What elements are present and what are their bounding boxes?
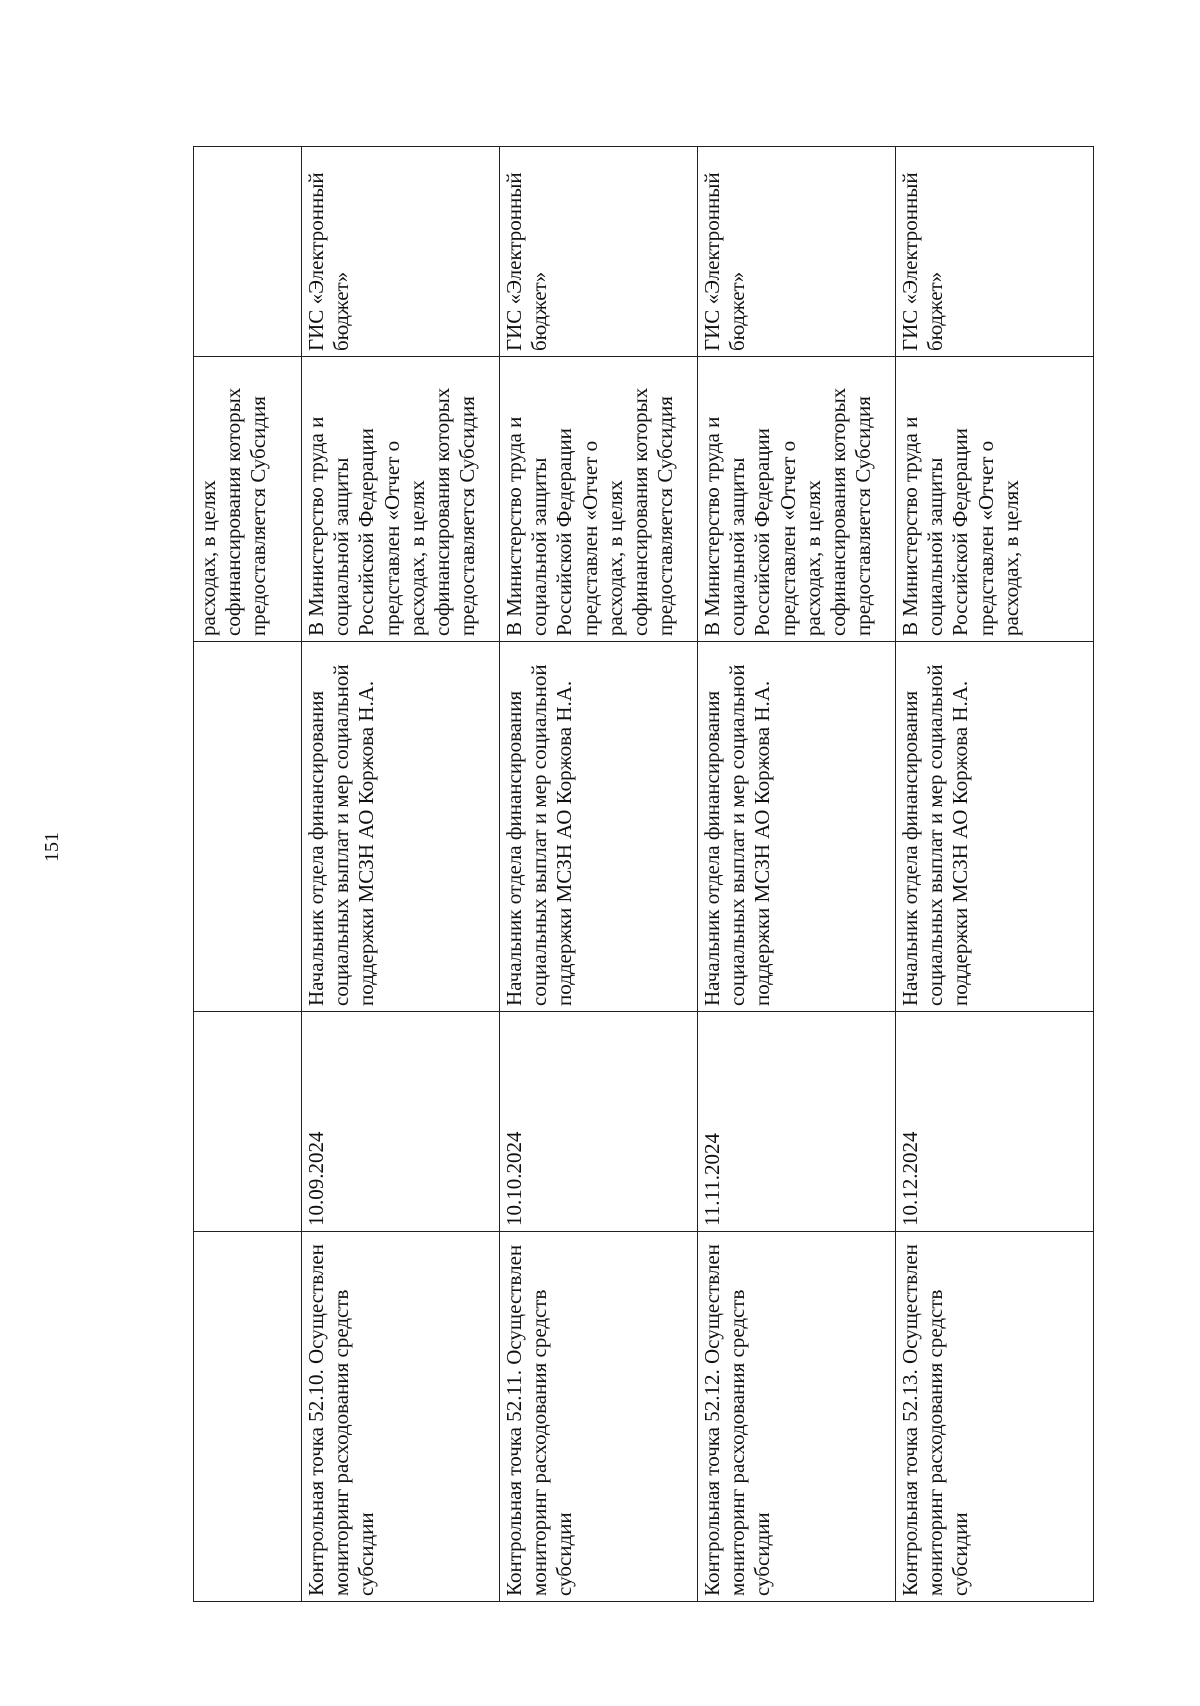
control-point-cell [500, 1232, 698, 1602]
system-text: ГИС «Электронный бюджет» [700, 172, 750, 351]
date-text: 10.12.2024 [898, 1131, 922, 1226]
responsible-cell [302, 642, 500, 1012]
table-grid [193, 146, 1094, 1602]
responsible-text: Начальник отдела финансирования социальных выплат и мер социальной поддержки МСЗН АО Коржова Н.А. [700, 664, 775, 1006]
date-text: 11.11.2024 [700, 1133, 724, 1226]
table-row [896, 147, 1094, 1602]
result-text: В Министерство труда и социальной защиты Российской Федерации представлен «Отчет о расходах, в целях софинансирования которых предоставляется Субсидия [304, 387, 480, 636]
control-point-cell [698, 1232, 896, 1602]
control-point-text: Контрольная точка 52.11. Осуществлен мониторинг расходования средств субсидии [502, 1244, 577, 1596]
result-cell [896, 357, 1094, 642]
control-point-text: Контрольная точка 52.13. Осуществлен мониторинг расходования средств субсидии [898, 1244, 973, 1596]
result-text: В Министерство труда и социальной защиты Российской Федерации представлен «Отчет о расходах, в целях софинансирования которых предоставляется Субсидия [700, 387, 876, 636]
result-cell [698, 357, 896, 642]
result-text: В Министерство труда и социальной защиты Российской Федерации представлен «Отчет о расходах, в целях [898, 416, 1023, 636]
result-cell [302, 357, 500, 642]
continuation-result-text: расходах, в целях софинансирования которых предоставляется Субсидия [196, 387, 271, 636]
result-cell [500, 357, 698, 642]
page-number: 151 [41, 832, 63, 862]
control-point-cell [302, 1232, 500, 1602]
system-text: ГИС «Электронный бюджет» [898, 172, 948, 351]
system-text: ГИС «Электронный бюджет» [502, 172, 552, 351]
table-row [500, 147, 698, 1602]
continuation-row [194, 147, 302, 1602]
continuation-date-cell [194, 1012, 302, 1232]
responsible-cell [698, 642, 896, 1012]
continuation-control-point-cell [194, 1232, 302, 1602]
date-cell [896, 1012, 1094, 1232]
responsible-text: Начальник отдела финансирования социальных выплат и мер социальной поддержки МСЗН АО Коржова Н.А. [304, 664, 379, 1006]
date-cell [302, 1012, 500, 1232]
responsible-text: Начальник отдела финансирования социальных выплат и мер социальной поддержки МСЗН АО Коржова Н.А. [502, 664, 577, 1006]
table-row [698, 147, 896, 1602]
system-cell [896, 147, 1094, 357]
date-cell [500, 1012, 698, 1232]
date-text: 10.09.2024 [304, 1131, 328, 1226]
system-text: ГИС «Электронный бюджет» [304, 172, 354, 351]
system-cell [500, 147, 698, 357]
control-point-cell [896, 1232, 1094, 1602]
system-cell [698, 147, 896, 357]
continuation-responsible-cell [194, 642, 302, 1012]
control-point-text: Контрольная точка 52.10. Осуществлен мониторинг расходования средств субсидии [304, 1244, 379, 1596]
control-points-table [193, 147, 1088, 1602]
control-point-text: Контрольная точка 52.12. Осуществлен мониторинг расходования средств субсидии [700, 1244, 775, 1596]
responsible-text: Начальник отдела финансирования социальных выплат и мер социальной поддержки МСЗН АО Коржова Н.А. [898, 664, 973, 1006]
date-cell [698, 1012, 896, 1232]
system-cell [302, 147, 500, 357]
date-text: 10.10.2024 [502, 1131, 526, 1226]
continuation-system-cell [194, 147, 302, 357]
continuation-result-cell [194, 357, 302, 642]
responsible-cell [896, 642, 1094, 1012]
table-row [302, 147, 500, 1602]
result-text: В Министерство труда и социальной защиты Российской Федерации представлен «Отчет о расходах, в целях софинансирования которых предоставляется Субсидия [502, 387, 678, 636]
responsible-cell [500, 642, 698, 1012]
